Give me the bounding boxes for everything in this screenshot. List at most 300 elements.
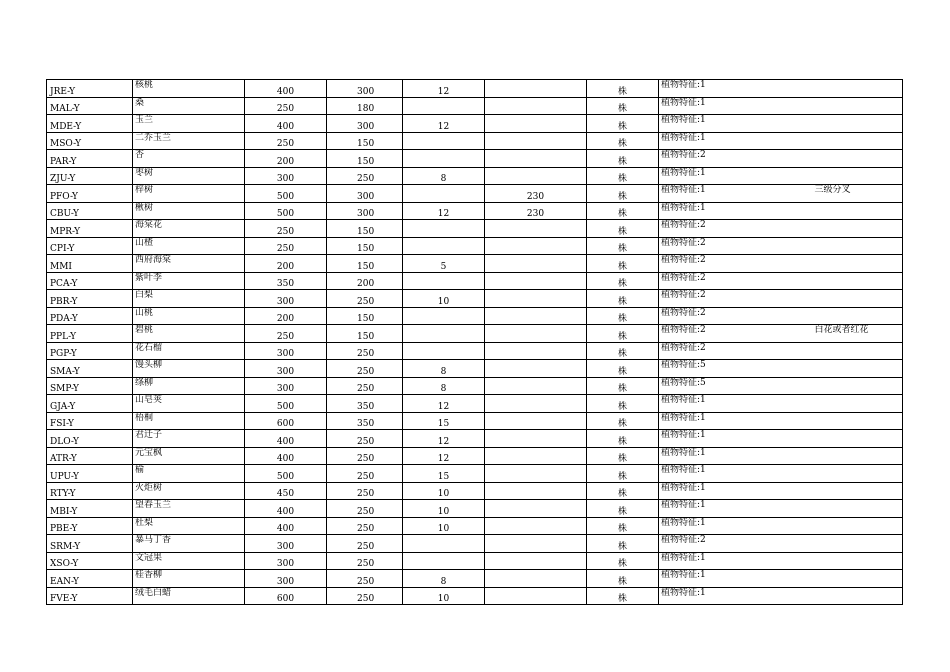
plant-code-cell: PGP-Y [47,342,133,360]
crown-width-cell: 250 [327,342,403,360]
trunk-diameter-cell: 12 [403,447,485,465]
plant-feature-cell: 植物特征:1 [659,517,737,535]
branch-height-cell [485,377,587,395]
branch-height-cell [485,587,587,605]
plant-code-cell: UPU-Y [47,465,133,483]
table-row [47,447,903,465]
trunk-diameter-cell: 15 [403,465,485,483]
height-cell: 250 [245,220,327,238]
crown-width-cell: 250 [327,552,403,570]
plant-feature-cell: 植物特征:1 [659,587,737,605]
plant-name-cell: 核桃 [133,80,245,98]
plant-feature-cell: 植物特征:1 [659,167,737,185]
table-row [47,220,903,238]
branch-height-cell [485,412,587,430]
plant-feature-cell: 植物特征:2 [659,150,737,168]
note-cell [737,97,903,115]
height-cell: 400 [245,500,327,518]
crown-width-cell: 300 [327,115,403,133]
note-cell: 三级分叉 [737,185,903,203]
note-cell [737,552,903,570]
plant-code-cell: EAN-Y [47,570,133,588]
plant-code-cell: MDE-Y [47,115,133,133]
plant-name-cell: 西府海棠 [133,255,245,273]
note-cell [737,272,903,290]
trunk-diameter-cell: 10 [403,500,485,518]
table-row [47,325,903,343]
plant-feature-cell: 植物特征:2 [659,307,737,325]
crown-width-cell: 300 [327,202,403,220]
trunk-diameter-cell: 15 [403,412,485,430]
crown-width-cell: 250 [327,377,403,395]
height-cell: 600 [245,587,327,605]
table-row [47,132,903,150]
trunk-diameter-cell: 8 [403,570,485,588]
unit-cell: 株 [587,237,659,255]
plant-name-cell: 海棠花 [133,220,245,238]
note-cell [737,447,903,465]
plant-name-cell: 枣树 [133,167,245,185]
plant-code-cell: GJA-Y [47,395,133,413]
table-row [47,115,903,133]
height-cell: 400 [245,430,327,448]
crown-width-cell: 250 [327,482,403,500]
crown-width-cell: 250 [327,517,403,535]
unit-cell: 株 [587,325,659,343]
plant-feature-cell: 植物特征:1 [659,465,737,483]
plant-code-cell: ATR-Y [47,447,133,465]
note-cell [737,290,903,308]
plant-feature-cell: 植物特征:1 [659,570,737,588]
plant-code-cell: MMI [47,255,133,273]
plant-code-cell: FSI-Y [47,412,133,430]
crown-width-cell: 350 [327,412,403,430]
height-cell: 300 [245,342,327,360]
branch-height-cell [485,307,587,325]
unit-cell: 株 [587,115,659,133]
table-row [47,237,903,255]
unit-cell: 株 [587,412,659,430]
plant-name-cell: 暴马丁香 [133,535,245,553]
trunk-diameter-cell: 12 [403,430,485,448]
plant-feature-cell: 植物特征:1 [659,80,737,98]
branch-height-cell [485,535,587,553]
plant-feature-cell: 植物特征:1 [659,412,737,430]
branch-height-cell [485,430,587,448]
plant-feature-cell: 植物特征:2 [659,342,737,360]
trunk-diameter-cell [403,307,485,325]
plant-code-cell: SMP-Y [47,377,133,395]
unit-cell: 株 [587,80,659,98]
plant-spec-table [46,79,903,605]
table-row [47,570,903,588]
plant-feature-cell: 植物特征:2 [659,290,737,308]
table-row [47,360,903,378]
height-cell: 300 [245,377,327,395]
crown-width-cell: 250 [327,430,403,448]
crown-width-cell: 250 [327,500,403,518]
height-cell: 300 [245,167,327,185]
crown-width-cell: 250 [327,535,403,553]
unit-cell: 株 [587,290,659,308]
plant-code-cell: PAR-Y [47,150,133,168]
trunk-diameter-cell [403,325,485,343]
plant-name-cell: 杏 [133,150,245,168]
trunk-diameter-cell: 10 [403,482,485,500]
plant-code-cell: PFO-Y [47,185,133,203]
plant-name-cell: 元宝枫 [133,447,245,465]
plant-feature-cell: 植物特征:1 [659,430,737,448]
unit-cell: 株 [587,272,659,290]
trunk-diameter-cell: 12 [403,395,485,413]
height-cell: 500 [245,185,327,203]
unit-cell: 株 [587,500,659,518]
plant-feature-cell: 植物特征:2 [659,220,737,238]
trunk-diameter-cell [403,237,485,255]
trunk-diameter-cell: 12 [403,115,485,133]
trunk-diameter-cell [403,150,485,168]
branch-height-cell [485,255,587,273]
unit-cell: 株 [587,202,659,220]
branch-height-cell [485,237,587,255]
branch-height-cell [485,482,587,500]
table-row [47,500,903,518]
table-row [47,202,903,220]
plant-code-cell: CPI-Y [47,237,133,255]
plant-code-cell: SMA-Y [47,360,133,378]
branch-height-cell: 230 [485,202,587,220]
trunk-diameter-cell [403,185,485,203]
branch-height-cell [485,325,587,343]
note-cell [737,132,903,150]
height-cell: 350 [245,272,327,290]
trunk-diameter-cell: 8 [403,167,485,185]
trunk-diameter-cell [403,272,485,290]
crown-width-cell: 150 [327,132,403,150]
plant-code-cell: MPR-Y [47,220,133,238]
branch-height-cell [485,167,587,185]
trunk-diameter-cell [403,132,485,150]
unit-cell: 株 [587,185,659,203]
branch-height-cell [485,552,587,570]
plant-feature-cell: 植物特征:5 [659,377,737,395]
plant-name-cell: 绒毛白蜡 [133,587,245,605]
plant-feature-cell: 植物特征:5 [659,360,737,378]
note-cell [737,150,903,168]
plant-name-cell: 梓树 [133,185,245,203]
plant-code-cell: XSO-Y [47,552,133,570]
plant-feature-cell: 植物特征:1 [659,97,737,115]
note-cell [737,237,903,255]
plant-name-cell: 榆 [133,465,245,483]
table-row [47,290,903,308]
note-cell [737,395,903,413]
height-cell: 400 [245,115,327,133]
height-cell: 200 [245,307,327,325]
plant-feature-cell: 植物特征:1 [659,482,737,500]
plant-name-cell: 绦柳 [133,377,245,395]
branch-height-cell [485,447,587,465]
table-row [47,80,903,98]
plant-feature-cell: 植物特征:1 [659,552,737,570]
table-body [47,80,903,605]
branch-height-cell [485,342,587,360]
unit-cell: 株 [587,150,659,168]
note-cell [737,517,903,535]
unit-cell: 株 [587,465,659,483]
plant-feature-cell: 植物特征:2 [659,535,737,553]
unit-cell: 株 [587,220,659,238]
unit-cell: 株 [587,255,659,273]
height-cell: 300 [245,552,327,570]
note-cell [737,482,903,500]
plant-code-cell: JRE-Y [47,80,133,98]
plant-code-cell: PDA-Y [47,307,133,325]
crown-width-cell: 250 [327,570,403,588]
plant-name-cell: 君迁子 [133,430,245,448]
height-cell: 400 [245,80,327,98]
note-cell [737,307,903,325]
plant-code-cell: DLO-Y [47,430,133,448]
table-row [47,307,903,325]
crown-width-cell: 150 [327,150,403,168]
plant-name-cell: 紫叶李 [133,272,245,290]
plant-feature-cell: 植物特征:1 [659,500,737,518]
plant-name-cell: 白梨 [133,290,245,308]
plant-feature-cell: 植物特征:1 [659,115,737,133]
crown-width-cell: 350 [327,395,403,413]
height-cell: 250 [245,325,327,343]
plant-feature-cell: 植物特征:2 [659,255,737,273]
table-row [47,587,903,605]
plant-name-cell: 楸树 [133,202,245,220]
table-row [47,185,903,203]
note-cell [737,360,903,378]
branch-height-cell [485,220,587,238]
unit-cell: 株 [587,395,659,413]
note-cell [737,465,903,483]
trunk-diameter-cell [403,342,485,360]
crown-width-cell: 150 [327,220,403,238]
branch-height-cell [485,80,587,98]
branch-height-cell [485,290,587,308]
unit-cell: 株 [587,482,659,500]
table-row [47,272,903,290]
table-row [47,552,903,570]
branch-height-cell [485,97,587,115]
table-row [47,517,903,535]
plant-name-cell: 花石榴 [133,342,245,360]
trunk-diameter-cell: 8 [403,377,485,395]
plant-name-cell: 文冠果 [133,552,245,570]
note-cell [737,255,903,273]
branch-height-cell: 230 [485,185,587,203]
table-row [47,395,903,413]
branch-height-cell [485,150,587,168]
plant-feature-cell: 植物特征:1 [659,395,737,413]
height-cell: 500 [245,465,327,483]
plant-code-cell: CBU-Y [47,202,133,220]
crown-width-cell: 250 [327,290,403,308]
crown-width-cell: 150 [327,307,403,325]
plant-name-cell: 碧桃 [133,325,245,343]
height-cell: 400 [245,517,327,535]
plant-name-cell: 梧桐 [133,412,245,430]
unit-cell: 株 [587,360,659,378]
note-cell [737,115,903,133]
note-cell [737,202,903,220]
table-row [47,465,903,483]
table-row [47,377,903,395]
crown-width-cell: 200 [327,272,403,290]
plant-name-cell: 桑 [133,97,245,115]
height-cell: 300 [245,360,327,378]
unit-cell: 株 [587,570,659,588]
unit-cell: 株 [587,430,659,448]
table-row [47,430,903,448]
plant-name-cell: 二乔玉兰 [133,132,245,150]
unit-cell: 株 [587,587,659,605]
branch-height-cell [485,115,587,133]
height-cell: 500 [245,395,327,413]
plant-feature-cell: 植物特征:2 [659,272,737,290]
trunk-diameter-cell: 10 [403,517,485,535]
table-row [47,150,903,168]
plant-feature-cell: 植物特征:1 [659,185,737,203]
plant-name-cell: 桂香柳 [133,570,245,588]
height-cell: 250 [245,237,327,255]
note-cell [737,342,903,360]
plant-code-cell: PPL-Y [47,325,133,343]
plant-name-cell: 玉兰 [133,115,245,133]
note-cell [737,80,903,98]
plant-code-cell: MBI-Y [47,500,133,518]
unit-cell: 株 [587,307,659,325]
note-cell [737,377,903,395]
trunk-diameter-cell [403,220,485,238]
height-cell: 200 [245,255,327,273]
trunk-diameter-cell: 5 [403,255,485,273]
crown-width-cell: 250 [327,465,403,483]
plant-name-cell: 山楂 [133,237,245,255]
height-cell: 300 [245,290,327,308]
note-cell: 白花或者红花 [737,325,903,343]
plant-name-cell: 杜梨 [133,517,245,535]
crown-width-cell: 250 [327,360,403,378]
branch-height-cell [485,465,587,483]
plant-name-cell: 馒头柳 [133,360,245,378]
height-cell: 250 [245,132,327,150]
unit-cell: 株 [587,517,659,535]
plant-name-cell: 火炬树 [133,482,245,500]
plant-name-cell: 山桃 [133,307,245,325]
unit-cell: 株 [587,342,659,360]
table-row [47,97,903,115]
height-cell: 300 [245,535,327,553]
unit-cell: 株 [587,167,659,185]
note-cell [737,430,903,448]
trunk-diameter-cell: 12 [403,80,485,98]
branch-height-cell [485,570,587,588]
plant-code-cell: PCA-Y [47,272,133,290]
table-row [47,342,903,360]
trunk-diameter-cell [403,535,485,553]
table-row [47,412,903,430]
plant-feature-cell: 植物特征:2 [659,237,737,255]
plant-code-cell: ZJU-Y [47,167,133,185]
crown-width-cell: 250 [327,587,403,605]
unit-cell: 株 [587,97,659,115]
crown-width-cell: 300 [327,80,403,98]
height-cell: 450 [245,482,327,500]
trunk-diameter-cell [403,97,485,115]
plant-feature-cell: 植物特征:1 [659,447,737,465]
trunk-diameter-cell [403,552,485,570]
plant-code-cell: RTY-Y [47,482,133,500]
crown-width-cell: 150 [327,255,403,273]
branch-height-cell [485,500,587,518]
plant-code-cell: PBE-Y [47,517,133,535]
trunk-diameter-cell: 8 [403,360,485,378]
note-cell [737,535,903,553]
unit-cell: 株 [587,132,659,150]
plant-code-cell: PBR-Y [47,290,133,308]
branch-height-cell [485,395,587,413]
unit-cell: 株 [587,552,659,570]
plant-feature-cell: 植物特征:1 [659,132,737,150]
trunk-diameter-cell: 12 [403,202,485,220]
plant-code-cell: FVE-Y [47,587,133,605]
unit-cell: 株 [587,377,659,395]
table-row [47,535,903,553]
note-cell [737,570,903,588]
crown-width-cell: 250 [327,167,403,185]
crown-width-cell: 150 [327,237,403,255]
note-cell [737,412,903,430]
trunk-diameter-cell: 10 [403,587,485,605]
height-cell: 200 [245,150,327,168]
height-cell: 600 [245,412,327,430]
plant-feature-cell: 植物特征:1 [659,202,737,220]
plant-name-cell: 望春玉兰 [133,500,245,518]
branch-height-cell [485,272,587,290]
plant-code-cell: MSO-Y [47,132,133,150]
unit-cell: 株 [587,535,659,553]
plant-code-cell: SRM-Y [47,535,133,553]
crown-width-cell: 300 [327,185,403,203]
branch-height-cell [485,132,587,150]
branch-height-cell [485,360,587,378]
note-cell [737,167,903,185]
note-cell [737,587,903,605]
plant-name-cell: 山皂荚 [133,395,245,413]
table-row [47,255,903,273]
plant-code-cell: MAL-Y [47,97,133,115]
crown-width-cell: 250 [327,447,403,465]
table-row [47,167,903,185]
height-cell: 500 [245,202,327,220]
height-cell: 250 [245,97,327,115]
crown-width-cell: 180 [327,97,403,115]
plant-feature-cell: 植物特征:2 [659,325,737,343]
branch-height-cell [485,517,587,535]
height-cell: 400 [245,447,327,465]
trunk-diameter-cell: 10 [403,290,485,308]
crown-width-cell: 150 [327,325,403,343]
table-row [47,482,903,500]
height-cell: 300 [245,570,327,588]
note-cell [737,500,903,518]
